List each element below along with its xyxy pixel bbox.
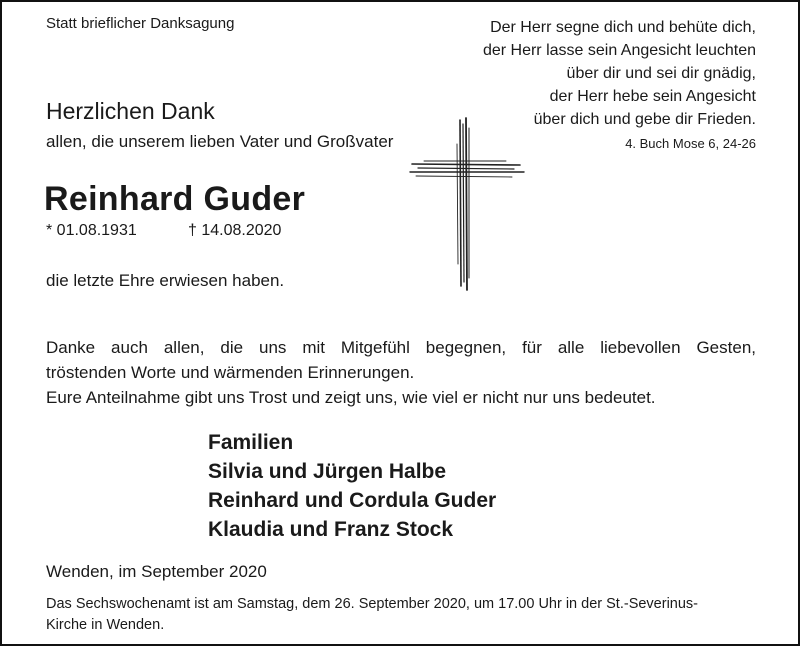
header-label: Statt brieflicher Danksagung (46, 15, 235, 32)
family-line: Familien (208, 431, 294, 454)
family-line: Reinhard und Cordula Guder (208, 489, 497, 512)
deceased-name: Reinhard Guder (44, 180, 306, 218)
verse-line: der Herr lasse sein Angesicht leuchten (482, 42, 756, 59)
verse-line: über dir und sei dir gnädig, (566, 65, 756, 82)
family-line: Silvia und Jürgen Halbe (208, 460, 447, 483)
place-date: Wenden, im September 2020 (46, 562, 267, 581)
cross-icon (408, 114, 528, 294)
thanks-line: tröstenden Worte und wärmenden Erinnerungen. (46, 363, 415, 382)
thanks-paragraph (46, 335, 756, 410)
note-line: Das Sechswochenamt ist am Samstag, dem 26. September 2020, um 17.00 Uhr in der St.-Severinus- (46, 596, 699, 612)
family-line: Klaudia und Franz Stock (208, 518, 454, 541)
thanks-title: Herzlichen Dank (46, 98, 215, 124)
thanks-subtitle: allen, die unserem lieben Vater und Großvater (46, 132, 394, 151)
note-line: Kirche in Wenden. (46, 617, 165, 633)
mass-note (46, 594, 758, 636)
death-date: † 14.08.2020 (188, 222, 282, 239)
verse-reference: 4. Buch Mose 6, 24-26 (625, 136, 756, 151)
thanks-line: Danke auch allen, die uns mit Mitgefühl begegnen, für alle liebevollen Gesten, (46, 338, 756, 357)
verse-line: Der Herr segne dich und behüte dich, (490, 19, 756, 36)
family-signatures (208, 428, 496, 544)
birth-date: * 01.08.1931 (46, 222, 137, 239)
honor-line: die letzte Ehre erwiesen haben. (46, 271, 285, 290)
verse-line: der Herr hebe sein Angesicht (549, 88, 756, 105)
thanks-line: Eure Anteilnahme gibt uns Trost und zeigt uns, wie viel er nicht nur uns bedeutet. (46, 388, 656, 407)
verse-line: über dich und gebe dir Frieden. (533, 111, 756, 128)
